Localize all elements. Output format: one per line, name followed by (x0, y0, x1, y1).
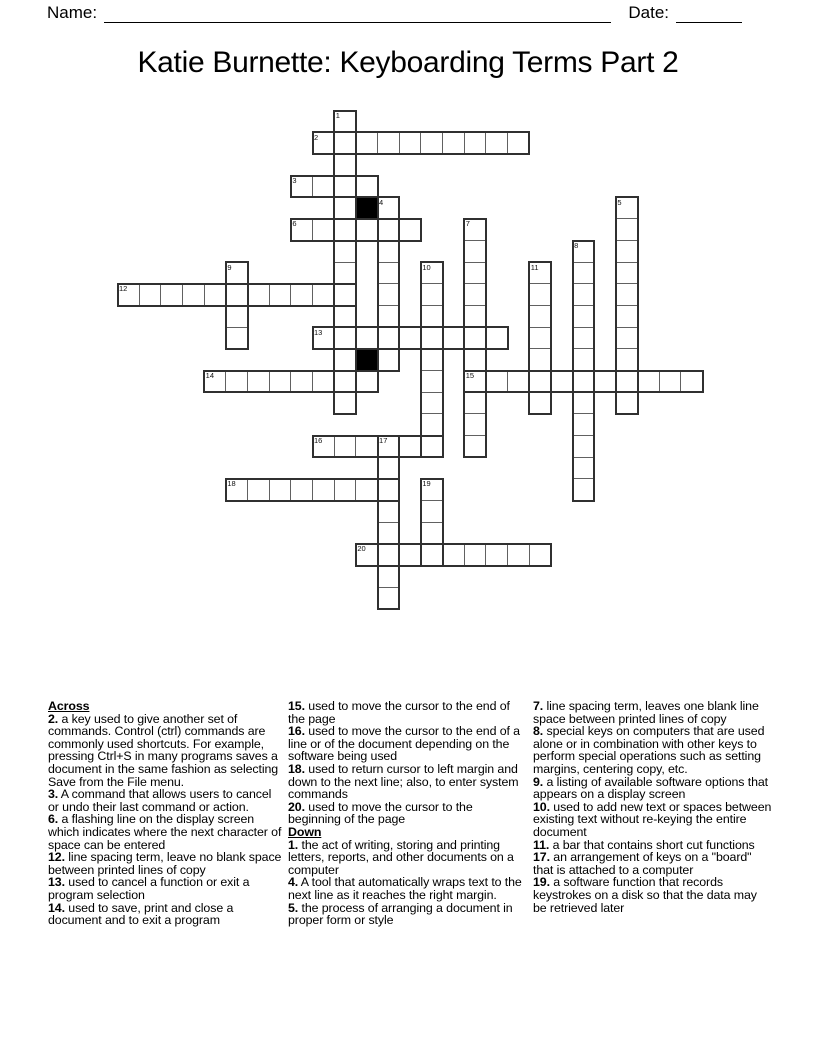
cell-number: 16 (314, 436, 323, 446)
cell-number: 20 (357, 544, 366, 554)
grid-cell[interactable] (377, 543, 400, 566)
grid-cell[interactable] (377, 348, 400, 371)
grid-cell[interactable] (399, 132, 422, 155)
clue-item: 10. used to add new text or spaces between existing text without re-keying the entire document (533, 799, 772, 839)
clue-item: 13. used to cancel a function or exit a program selection (48, 875, 250, 902)
clue-item: 14. used to save, print and close a document and to exit a program (48, 900, 234, 928)
cell-number: 12 (119, 284, 128, 294)
grid-cell[interactable] (529, 370, 552, 393)
grid-cell[interactable] (420, 305, 443, 328)
grid-cell[interactable] (507, 543, 530, 566)
grid-cell[interactable] (377, 478, 400, 501)
grid-cell[interactable] (225, 283, 248, 306)
grid-cell[interactable] (334, 110, 357, 133)
grid-cell[interactable] (464, 370, 487, 393)
clue-item: 17. an arrangement of keys on a "board" that is attached to a computer (533, 850, 752, 877)
clue-number: 3. (48, 787, 59, 802)
grid-cell[interactable] (290, 175, 313, 198)
grid-cell[interactable] (312, 435, 335, 458)
cell-number: 7 (465, 219, 470, 229)
clue-item: 8. special keys on computers that are used alone or in combination with other keys to perform special operations such as setting margins, centering copy, etc. (533, 724, 765, 776)
grid-cell[interactable] (377, 522, 400, 545)
grid-cell[interactable] (572, 435, 595, 458)
cell-number: 17 (379, 436, 388, 446)
grid-cell[interactable] (420, 283, 443, 306)
clue-item: 3. A command that allows users to cancel or undo their last command or action. (48, 787, 272, 814)
clue-item: 15. used to move the cursor to the end of the page (288, 699, 510, 726)
clue-number: 20. (288, 799, 305, 814)
grid-cell[interactable] (464, 132, 487, 155)
grid-cell[interactable] (225, 478, 248, 501)
clue-item: 7. line spacing term, leaves one blank line space between printed lines of copy (533, 699, 759, 726)
grid-cell[interactable] (225, 327, 248, 350)
grid-cell[interactable] (160, 283, 183, 306)
grid-cell[interactable] (377, 197, 400, 220)
grid-cell[interactable] (529, 392, 552, 415)
grid-cell[interactable] (572, 392, 595, 415)
grid-cell[interactable] (442, 543, 465, 566)
grid-cell[interactable] (225, 262, 248, 285)
grid-cell[interactable] (529, 262, 552, 285)
grid-cell[interactable] (572, 283, 595, 306)
grid-cell[interactable] (334, 435, 357, 458)
black-cell (355, 348, 378, 371)
grid-cell[interactable] (529, 327, 552, 350)
grid-cell[interactable] (572, 262, 595, 285)
clue-number: 12. (48, 850, 65, 865)
grid-cell[interactable] (247, 478, 270, 501)
clue-item: 19. a software function that records keystrokes on a disk so that the data may be retrieved later (533, 875, 757, 915)
grid-cell[interactable] (529, 348, 552, 371)
grid-cell[interactable] (659, 370, 682, 393)
grid-cell[interactable] (550, 370, 573, 393)
grid-cell[interactable] (334, 197, 357, 220)
grid-cell[interactable] (572, 305, 595, 328)
clue-column-3 (533, 700, 773, 914)
grid-cell[interactable] (507, 132, 530, 155)
clue-number: 11. (533, 837, 550, 852)
grid-cell[interactable] (464, 413, 487, 436)
clue-item: 18. used to return cursor to left margin and down to the next line; also, to enter system commands (288, 761, 519, 802)
grid-cell[interactable] (225, 305, 248, 328)
grid-cell[interactable] (485, 370, 508, 393)
grid-cell[interactable] (377, 327, 400, 350)
grid-cell[interactable] (204, 370, 227, 393)
grid-cell[interactable] (117, 283, 140, 306)
clue-item: 2. a key used to give another set of commands. Control (ctrl) commands are commonly used shortcuts. For example, pressing Ctrl+S in many programs saves a document in the same fashion as selecting Save from the File menu. (48, 711, 279, 789)
grid-cell[interactable] (420, 392, 443, 415)
grid-cell[interactable] (204, 283, 227, 306)
grid-cell[interactable] (334, 132, 357, 155)
grid-cell[interactable] (615, 283, 638, 306)
grid-cell[interactable] (464, 327, 487, 350)
clue-number: 18. (288, 761, 305, 776)
clue-item: 20. used to move the cursor to the beginning of the page (288, 799, 473, 827)
cell-number: 9 (227, 262, 232, 272)
grid-cell[interactable] (290, 370, 313, 393)
grid-cell[interactable] (420, 413, 443, 436)
cell-number: 8 (574, 241, 579, 251)
grid-cell[interactable] (464, 283, 487, 306)
grid-cell[interactable] (334, 175, 357, 198)
grid-cell[interactable] (507, 370, 530, 393)
grid-cell[interactable] (334, 218, 357, 241)
clue-number: 17. (533, 850, 550, 865)
grid-cell[interactable] (420, 348, 443, 371)
grid-cell[interactable] (615, 392, 638, 415)
cell-number: 1 (335, 111, 340, 120)
grid-cell[interactable] (269, 283, 292, 306)
grid-cell[interactable] (312, 370, 335, 393)
grid-cell[interactable] (420, 543, 443, 566)
clue-item: 16. used to move the cursor to the end of a line or of the document depending on the software being used (288, 724, 520, 764)
clue-section-header: Across (48, 699, 90, 713)
clue-number: 19. (533, 875, 550, 890)
grid-cell[interactable] (420, 327, 443, 350)
grid-cell[interactable] (269, 478, 292, 501)
cell-number: 15 (465, 371, 475, 381)
grid-cell[interactable] (334, 392, 357, 415)
grid-cell[interactable] (637, 370, 660, 393)
clue-item: 1. the act of writing, storing and printing letters, reports, and other documents on a computer (288, 837, 514, 877)
grid-cell[interactable] (312, 478, 335, 501)
page-title: Katie Burnette: Keyboarding Terms Part 2 (137, 46, 679, 79)
grid-cell[interactable] (464, 240, 487, 263)
cell-number: 3 (292, 176, 297, 185)
clue-number: 5. (288, 900, 299, 915)
grid-cell[interactable] (399, 435, 422, 458)
grid-cell[interactable] (247, 283, 270, 306)
cell-number: 10 (422, 262, 431, 272)
grid-cell[interactable] (312, 132, 335, 155)
cell-number: 2 (314, 132, 319, 142)
grid-cell[interactable] (334, 348, 357, 371)
grid-cell[interactable] (615, 197, 638, 220)
grid-cell[interactable] (529, 543, 552, 566)
grid-cell[interactable] (615, 305, 638, 328)
grid-cell[interactable] (334, 305, 357, 328)
grid-cell[interactable] (377, 565, 400, 588)
clue-item: 11. a bar that contains short cut functions (533, 837, 755, 852)
grid-cell[interactable] (399, 327, 422, 350)
clue-column-2 (288, 700, 526, 927)
clue-item: 4. A tool that automatically wraps text to the next line as it reaches the right margin. (288, 875, 522, 902)
clue-number: 8. (533, 724, 544, 739)
grid-cell[interactable] (334, 262, 357, 285)
date-label: Date: (628, 3, 669, 22)
cell-number: 18 (227, 479, 236, 489)
grid-cell[interactable] (464, 543, 487, 566)
grid-cell[interactable] (680, 370, 703, 393)
grid-cell[interactable] (464, 262, 487, 285)
grid-cell[interactable] (225, 370, 248, 393)
grid-cell[interactable] (247, 370, 270, 393)
grid-cell[interactable] (377, 305, 400, 328)
grid-cell[interactable] (377, 283, 400, 306)
grid-cell[interactable] (377, 132, 400, 155)
clue-item: 9. a listing of available software options that appears on a display screen (533, 774, 769, 802)
grid-cell[interactable] (290, 478, 313, 501)
grid-cell[interactable] (615, 327, 638, 350)
grid-cell[interactable] (420, 522, 443, 545)
grid-cell[interactable] (420, 478, 443, 501)
grid-cell[interactable] (334, 370, 357, 393)
clue-number: 6. (48, 812, 59, 827)
grid-cell[interactable] (377, 218, 400, 241)
cell-number: 11 (530, 262, 539, 272)
cell-number: 19 (422, 479, 431, 489)
grid-cell[interactable] (572, 348, 595, 371)
grid-cell[interactable] (529, 283, 552, 306)
grid-cell[interactable] (464, 218, 487, 241)
grid-cell[interactable] (529, 305, 552, 328)
clue-section-header: Down (288, 824, 322, 839)
grid-cell[interactable] (485, 543, 508, 566)
clue-column-1 (48, 700, 282, 927)
cell-number: 6 (292, 219, 297, 229)
grid-cell[interactable] (615, 262, 638, 285)
black-cell (355, 197, 378, 220)
grid-cell[interactable] (312, 327, 335, 350)
grid-cell[interactable] (615, 240, 638, 263)
grid-cell[interactable] (442, 327, 465, 350)
clue-number: 1. (288, 837, 299, 852)
clue-number: 13. (48, 875, 65, 890)
cell-number: 4 (379, 197, 384, 207)
grid-cell[interactable] (485, 327, 508, 350)
grid-cell[interactable] (334, 478, 357, 501)
grid-cell[interactable] (355, 543, 378, 566)
grid-cell[interactable] (572, 370, 595, 393)
grid-cell[interactable] (377, 457, 400, 480)
clue-item: 12. line spacing term, leave no blank space between printed lines of copy (48, 850, 282, 877)
grid-cell[interactable] (334, 327, 357, 350)
clue-number: 9. (533, 774, 544, 789)
grid-cell[interactable] (355, 435, 378, 458)
grid-cell[interactable] (420, 500, 443, 523)
clue-item: 6. a flashing line on the display screen which indicates where the next character of space can be entered (48, 812, 282, 852)
grid-cell[interactable] (420, 435, 443, 458)
grid-cell[interactable] (290, 218, 313, 241)
clue-item: 5. the process of arranging a document in proper form or style (288, 900, 513, 928)
grid-cell[interactable] (269, 370, 292, 393)
name-label: Name: (47, 3, 98, 22)
grid-cell[interactable] (355, 132, 378, 155)
grid-cell[interactable] (464, 392, 487, 415)
grid-cell[interactable] (355, 175, 378, 198)
grid-cell[interactable] (420, 132, 443, 155)
grid-cell[interactable] (420, 370, 443, 393)
grid-cell[interactable] (334, 240, 357, 263)
grid-cell[interactable] (355, 478, 378, 501)
cell-number: 13 (314, 327, 323, 337)
clue-number: 15. (288, 699, 305, 713)
grid-cell[interactable] (464, 305, 487, 328)
grid-cell[interactable] (572, 457, 595, 480)
grid-cell[interactable] (464, 435, 487, 458)
grid-cell[interactable] (334, 153, 357, 176)
grid-cell[interactable] (615, 218, 638, 241)
grid-cell[interactable] (572, 240, 595, 263)
grid-cell[interactable] (594, 370, 617, 393)
grid-cell[interactable] (312, 175, 335, 198)
grid-cell[interactable] (464, 348, 487, 371)
grid-cell[interactable] (442, 132, 465, 155)
grid-cell[interactable] (355, 370, 378, 393)
grid-cell[interactable] (420, 262, 443, 285)
grid-cell[interactable] (377, 587, 400, 610)
clue-number: 7. (533, 699, 544, 713)
grid-cell[interactable] (615, 348, 638, 371)
grid-cell[interactable] (182, 283, 205, 306)
grid-cell[interactable] (377, 500, 400, 523)
grid-cell[interactable] (139, 283, 162, 306)
grid-cell[interactable] (312, 218, 335, 241)
grid-cell[interactable] (572, 327, 595, 350)
grid-cell[interactable] (572, 478, 595, 501)
grid-cell[interactable] (399, 543, 422, 566)
grid-cell[interactable] (572, 413, 595, 436)
grid-cell[interactable] (615, 370, 638, 393)
grid-cell[interactable] (355, 218, 378, 241)
grid-cell[interactable] (290, 283, 313, 306)
grid-cell[interactable] (355, 327, 378, 350)
grid-cell[interactable] (312, 283, 335, 306)
clue-number: 2. (48, 711, 59, 726)
grid-cell[interactable] (377, 240, 400, 263)
clue-number: 4. (288, 875, 299, 890)
clue-number: 14. (48, 900, 65, 915)
grid-cell[interactable] (377, 262, 400, 285)
clue-number: 10. (533, 799, 550, 814)
cell-number: 14 (205, 371, 215, 381)
grid-cell[interactable] (485, 132, 508, 155)
cell-number: 5 (617, 197, 622, 207)
grid-cell[interactable] (334, 283, 357, 306)
grid-cell[interactable] (377, 435, 400, 458)
grid-cell[interactable] (399, 218, 422, 241)
clue-number: 16. (288, 724, 305, 739)
